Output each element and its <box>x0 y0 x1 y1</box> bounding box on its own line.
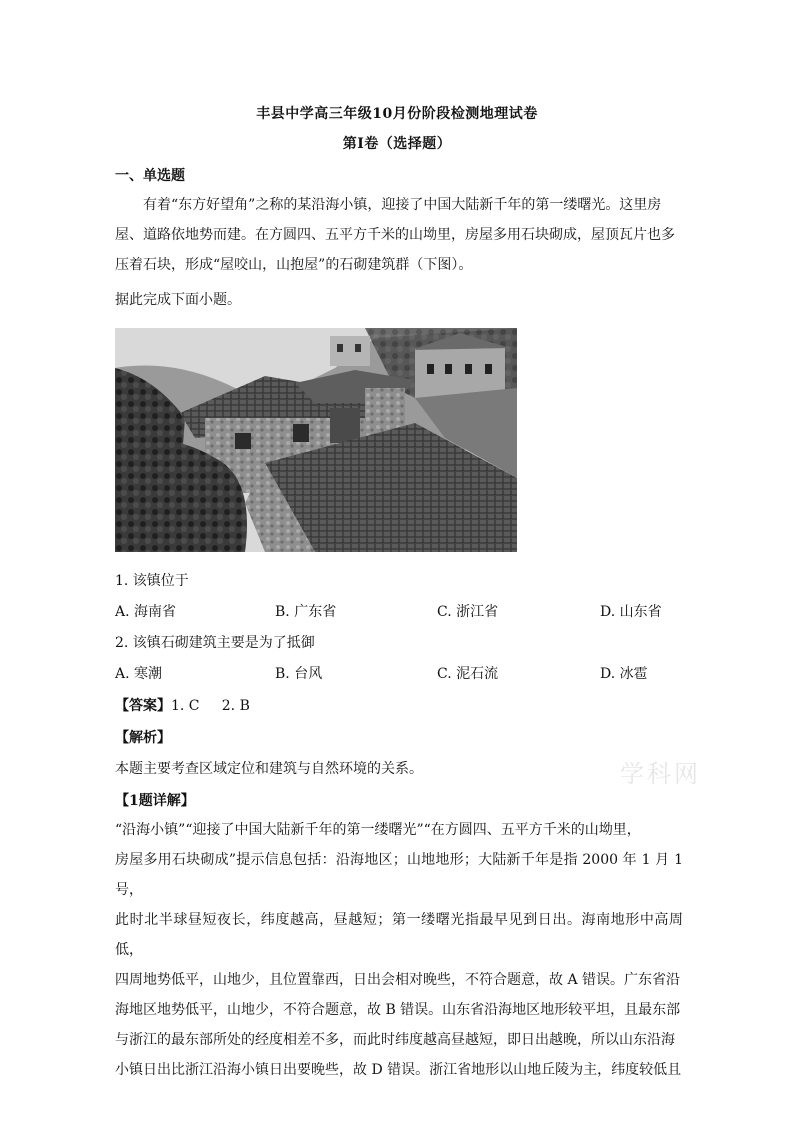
analysis-text: 本题主要考查区域定位和建筑与自然环境的关系。 <box>115 761 423 777</box>
option-b: B. 台风 <box>275 666 323 682</box>
detail-line: 四周地势低平，山地少，且位置靠西，日出会相对晚些，不符合题意，故 A 错误。广东省沿 <box>115 972 681 988</box>
option-a: A. 寒潮 <box>115 666 163 682</box>
detail-line: 与浙江的最东部所处的经度相差不多，而此时纬度越高昼越短，即日出越晚，所以山东沿海 <box>115 1032 675 1048</box>
passage-line: 屋、道路依地势而建。在方圆四、五平方千米的山坳里，房屋多用石块砌成，屋顶瓦片也多 <box>115 227 675 243</box>
stone-village-photo <box>115 328 517 552</box>
watermark: 学科网 <box>620 760 701 788</box>
analysis-label: 【解析】 <box>115 730 171 746</box>
detail-line: “沿海小镇”“迎接了中国大陆新千年的第一缕曙光”“在方圆四、五平方千米的山坳里， <box>115 822 641 838</box>
detail-line: 此时北半球昼短夜长，纬度越高，昼越短；第一缕曙光指最早见到日出。海南地形中高周低， <box>115 912 683 958</box>
passage-line: 有着“东方好望角”之称的某沿海小镇，迎接了中国大陆新千年的第一缕曙光。这里房 <box>143 197 662 213</box>
option-c: C. 浙江省 <box>437 604 499 620</box>
detail-line: 海地区地势低平，山地少，不符合题意，故 B 错误。山东省沿海地区地形较平坦，且最东部 <box>115 1002 681 1018</box>
option-c: C. 泥石流 <box>437 666 499 682</box>
section-heading: 一、单选题 <box>115 168 185 184</box>
option-b: B. 广东省 <box>275 604 337 620</box>
option-d: D. 山东省 <box>600 604 662 620</box>
detail-paragraph <box>115 815 683 1085</box>
passage <box>115 190 683 280</box>
option-a: A. 海南省 <box>115 604 177 620</box>
answer-label: 【答案】 <box>115 698 171 714</box>
question-1-stem: 1. 该镇位于 <box>115 573 189 589</box>
exam-subtitle: 第Ⅰ卷（选择题） <box>342 136 452 152</box>
answer-line <box>115 695 250 715</box>
option-d: D. 冰雹 <box>600 666 648 682</box>
passage-line: 压着石块，形成“屋咬山，山抱屋”的石砌建筑群（下图）。 <box>115 257 473 273</box>
passage-instruction: 据此完成下面小题。 <box>115 292 241 308</box>
detail-line: 小镇日出比浙江沿海小镇日出要晚些，故 D 错误。浙江省地形以山地丘陵为主，纬度较低且 <box>115 1062 682 1078</box>
detail-label: 【1题详解】 <box>115 793 195 809</box>
detail-line: 房屋多用石块砌成”提示信息包括：沿海地区；山地地形；大陆新千年是指 2000 年 1 月 1 号， <box>115 852 683 898</box>
answer-text: 1. C 2. B <box>171 698 250 714</box>
exam-title: 丰县中学高三年级10月份阶段检测地理试卷 <box>256 106 538 122</box>
photo-illustration <box>115 328 517 552</box>
question-2-stem: 2. 该镇石砌建筑主要是为了抵御 <box>115 635 315 651</box>
